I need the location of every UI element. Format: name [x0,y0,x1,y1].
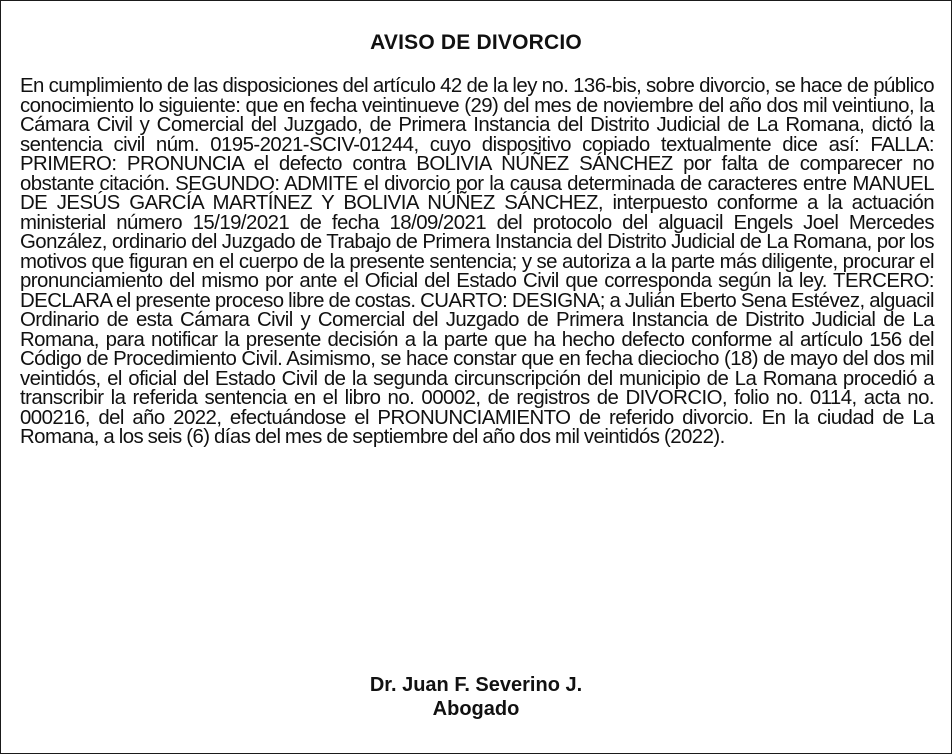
notice-title: AVISO DE DIVORCIO [370,31,582,54]
signature-name: Dr. Juan F. Severino J. [369,674,583,696]
notice-body: En cumplimiento de las disposiciones del artículo 42 de la ley no. 136-bis, sobre divorcio, se hace de público conocimiento lo siguiente: que en fecha veintinueve (29) del mes de noviembre del año dos mil veintiuno, la Cámara Civil y Comercial del Juzgado, de Primera Instancia del Distrito Judicial de La Romana, dictó la sentencia civil núm. 0195-2021-SCIV-01244, cuyo dispositivo copiado textualmente dice así: FALLA: PRIMERO: PRONUNCIA el defecto contra BOLIVIA NÚÑEZ SÁNCHEZ por falta de comparecer no obstante citación. SEGUNDO: ADMITE el divorcio por la causa determinada de caracteres entre MANUEL DE JESÚS GARCÍA MARTÍNEZ Y BOLIVIA NÚÑEZ SÁNCHEZ, interpuesto conforme a la actuación ministerial número 15/19/2021 de fecha 18/09/2021 del protocolo del alguacil Engels Joel Mercedes González, ordinario del Juzgado de Trabajo de Primera Instancia del Distrito Judicial de La Romana, por los motivos que figuran en el cuerpo de la presente sentencia; y se autoriza a la parte más diligente, procurar el pronunciamiento del mismo por ante el Oficial del Estado Civil que corresponda según la ley. TERCERO: DECLARA el presente proceso libre de costas. CUARTO: DESIGNA; a Julián Eberto Sena Estévez, alguacil Ordinario de esta Cámara Civil y Comercial del Juzgado de Primera Instancia de Distrito Judicial de La Romana, para notificar la presente decisión a la parte que ha hecho defecto conforme al artículo 156 del Código de Procedimiento Civil. Asimismo, se hace constar que en fecha dieciocho (18) de mayo del dos mil veintidós, el oficial del Estado Civil de la segunda circunscripción del municipio de La Romana procedió a transcribir la referida sentencia en el libro no. 00002, de registros de DIVORCIO, folio no. 0114, acta no. 000216, del año 2022, efectuándose el PRONUNCIAMIENTO de referido divorcio. En la ciudad de La Romana, a los seis (6) días del mes de septiembre del año dos mil veintidós (2022). [20,75,934,448]
signature-role: Abogado [432,698,520,720]
signature-block [1,673,951,721]
